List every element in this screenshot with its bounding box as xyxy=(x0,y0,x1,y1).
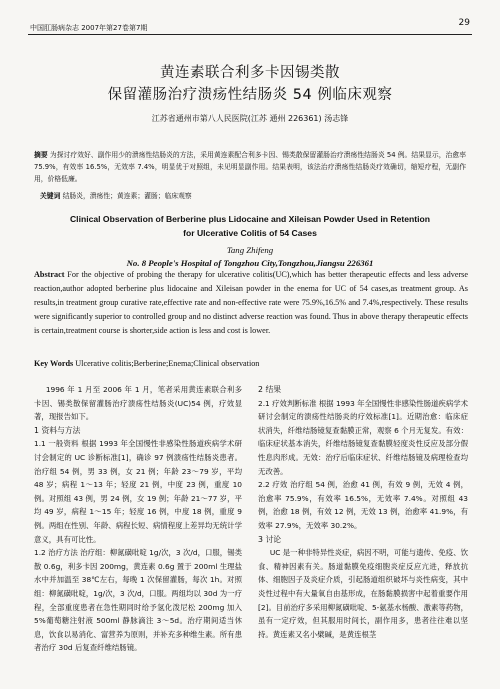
body-right-column xyxy=(258,383,468,641)
english-author-name: Tang Zhifeng xyxy=(226,245,274,255)
section-2-1-head: 2.1 疗效判断标准 xyxy=(258,398,317,408)
section-1-title: 1 资料与方法 xyxy=(34,425,81,435)
body-left-column xyxy=(34,383,242,655)
english-author-block xyxy=(0,244,500,270)
chinese-abstract-label: 摘要 xyxy=(34,151,48,159)
english-abstract xyxy=(34,268,468,338)
english-title-line-2: for Ulcerative Colitis of 54 Cases xyxy=(183,228,317,238)
section-2-1-text: 根据 1993 年全国慢性非感染性肠道疾病学术研讨会制定的溃疡性结肠炎的疗效标准[1]。近期治愈：临床症状消失，纤维结肠镜复查黏膜正常，观察 6 个月无复发。有效：临床症状基本消失，纤维结肠镜复查黏膜轻度炎性反应及部分假性息肉形成。无效：治疗后临床症状、纤维结肠镜及病理检查均无改善。 xyxy=(258,398,468,476)
chinese-title-line-2: 保留灌肠治疗溃疡性结肠炎 54 例临床观察 xyxy=(107,87,393,103)
section-1-1-text: 根据 1993 年全国慢性非感染性肠道疾病学术研讨会制定的 UC 诊断标准[1]，确诊 97 例溃疡性结肠炎患者。治疗组 54 例，男 33 例，女 21 例；年龄 23～79 岁，平均 48 岁；病程 1～13 年；轻度 21 例，中度 23 例，重度 10 例。对照组 43 例，男 24 例，女 19 例；年龄 21～77 岁，平均 49 岁，病程 1～15 年；轻度 16 例，中度 18 例，重度 9 例。两组在性别、年龄、病程长短、病情程度上差异均无统计学意义，具有可比性。 xyxy=(34,439,243,544)
chinese-title xyxy=(0,62,500,106)
intro-paragraph: 1996 年 1 月至 2006 年 1 月，笔者采用黄连素联合利多卡因、锡类散保留灌肠治疗溃疡性结肠炎(UC)54 例，疗效显著，现报告如下。 xyxy=(34,385,242,422)
english-keywords xyxy=(34,359,468,368)
section-1-2-text: 治疗组：柳氮磺吡啶 1g/次，3 次/d，口服，锡类散 0.6g，利多卡因 200mg，黄连素 0.6g 置于 200ml 生理盐水中并加温至 38℃左右，每晚 1 次保留灌肠，每次 1h。对照组：柳氮磺吡啶，1g/次，3 次/d，口服。两组均以 30d 为一疗程，全部重度患者在急性期同时给予氢化泼尼松 200mg 加入 5%葡萄糖注射液 500ml 静脉滴注 3～5d。治疗期间适当休息，饮食以易消化、富营养为原则，并补充多种维生素。所有患者治疗 30d 后复查纤维结肠镜。 xyxy=(34,548,243,653)
english-keywords-text: Ulcerative colitis;Berberine;Enema;Clinical observation xyxy=(75,359,260,368)
chinese-abstract xyxy=(34,149,466,185)
section-2-title: 2 结果 xyxy=(258,385,282,394)
english-abstract-label: Abstract xyxy=(34,270,65,279)
running-header xyxy=(28,18,472,35)
chinese-keywords-text: 结肠炎，溃疡性；黄连素；灌肠；临床观察 xyxy=(62,192,192,200)
chinese-keywords-label: 关键词 xyxy=(40,192,61,200)
section-3-title: 3 讨论 xyxy=(258,534,282,544)
section-1-2-head: 1.2 治疗方法 xyxy=(34,548,78,558)
english-affiliation: No. 8 People's Hospital of Tongzhou City,Tongzhou,Jiangsu 226361 xyxy=(126,258,374,268)
chinese-author-line: 江苏省通州市第八人民医院(江苏 通州 226361) 汤志锋 xyxy=(151,114,349,123)
chinese-title-line-1: 黄连素联合利多卡因锡类散 xyxy=(160,65,340,81)
english-title xyxy=(0,212,500,240)
journal-name: 中国肛肠病杂志 2007年第27卷第7期 xyxy=(30,24,148,32)
english-title-line-1: Clinical Observation of Berberine plus Lidocaine and Xileisan Powder Used in Retention xyxy=(69,214,431,224)
section-1-1-head: 1.1 一般资料 xyxy=(34,439,79,449)
section-2-2-text: 治疗组 54 例，治愈 41 例，有效 9 例，无效 4 例，治愈率 75.9%，有效率 16.5%，无效率 7.4%。对照组 43 例，治愈 18 例，有效 12 例，无效 13 例，治愈率 41.9%，有效率 27.9%，无效率 30.2%。 xyxy=(258,480,468,530)
english-abstract-text: For the objective of probing the therapy for ulcerative colitis(UC),which has better therapeutic effects and less adverse reaction,author adopted berberine plus lidocaine and Xileisan powder in the enema for UC of 54 cases,as treatment group. As results,in treatment group curative rate,effective rate and non-effective rate were 75.9%,16.5% and 7.4%,respectively. These results were significantly superior to controlled group and no distinct adverse reaction was found. Thus in above therapy therapeutic effects is certain,treatment course is shorter,side action is less and cost is lower. xyxy=(34,270,469,335)
page-number: 29 xyxy=(458,18,470,28)
chinese-keywords xyxy=(40,190,466,200)
section-2-2-head: 2.2 疗效 xyxy=(258,480,288,490)
chinese-abstract-text: 为探讨疗效好、副作用少的溃疡性结肠炎的方法，采用黄连素配合利多卡因、锡类散保留灌肠治疗溃疡性结肠炎 54 例。结果显示，治愈率 75.9%，有效率 16.5%，无效率 7.4%，明显优于对照组，未见明显副作用。结果表明，该法治疗溃疡性结肠炎疗效确切，缩短疗程，无副作用，价格低廉。 xyxy=(34,151,467,183)
english-keywords-label: Key Words xyxy=(34,359,74,368)
section-3-text: UC 是一种非特异性炎症，病因不明，可能与遗传、免疫、饮食、精神因素有关。肠道黏膜免疫细胞炎症反应亢进，释放抗体、细胞因子及炎症介质，引起肠道组织破坏与炎性病变，其中炎性过程中有大量氧自由基形成，在肠黏膜损害中起着重要作用[2]。目前治疗多采用柳氮磺吡啶、5-氨基水杨酸、激素等药物，虽有一定疗效，但其服用时间长，副作用多，患者往往难以坚持。黄连素又名小檗碱，是黄连根茎 xyxy=(258,548,468,639)
